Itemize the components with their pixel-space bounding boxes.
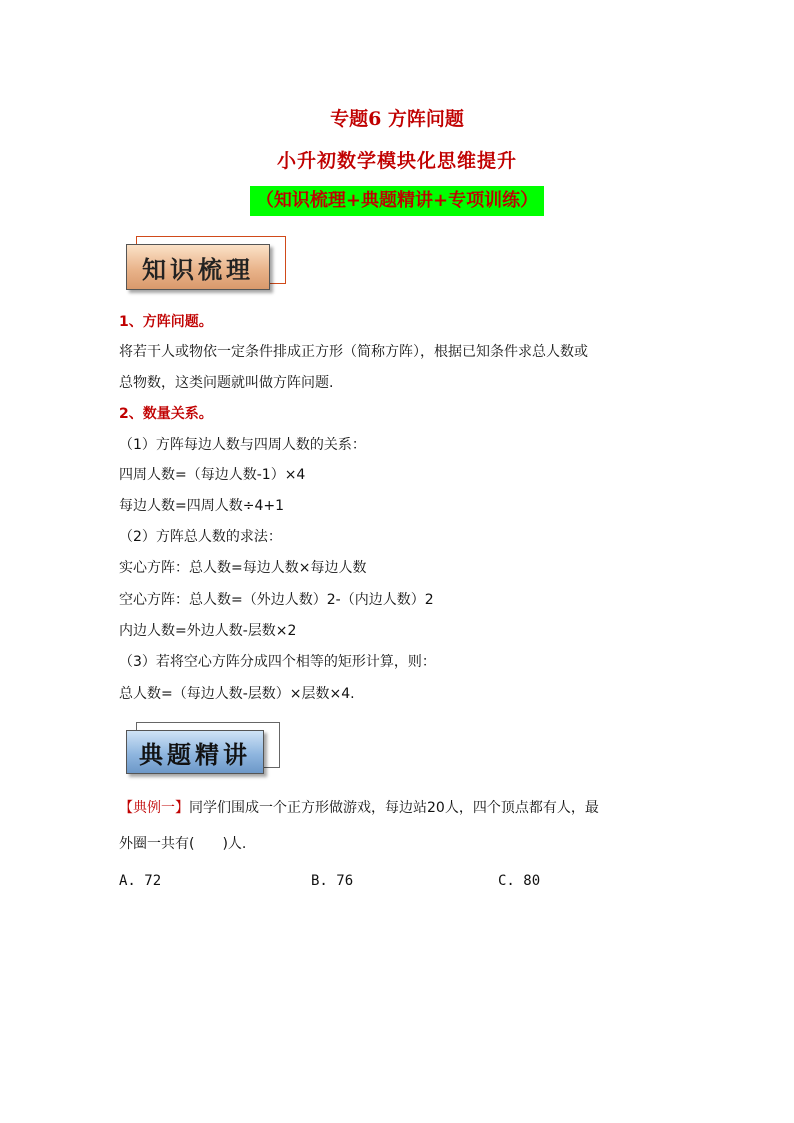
- option-c: C. 80: [498, 873, 541, 889]
- doc-title: 专题6 方阵问题: [330, 108, 464, 130]
- subsection-3: （3）若将空心方阵分成四个相等的矩形计算，则：: [119, 654, 436, 670]
- formula-line: 四周人数=（每边人数-1）×4: [119, 467, 306, 483]
- banner-knowledge-label: 知识梳理: [126, 244, 270, 290]
- section-heading-1: 1、方阵问题。: [119, 314, 213, 330]
- formula-line: 内边人数=外边人数-层数×2: [119, 623, 297, 639]
- example-text: 同学们围成一个正方形做游戏，每边站20人，四个顶点都有人，最: [189, 800, 599, 816]
- paragraph-line: 总物数，这类问题就叫做方阵问题.: [119, 375, 334, 391]
- formula-line: 总人数=（每边人数-层数）×层数×4.: [119, 686, 355, 702]
- doc-subtitle-highlight-wrap: [0, 186, 794, 216]
- example-tag: 【典例一】: [119, 800, 189, 816]
- banner-examples-label: 典题精讲: [126, 730, 264, 774]
- subsection-2: （2）方阵总人数的求法：: [119, 529, 282, 545]
- formula-line: 空心方阵：总人数=（外边人数）2-（内边人数）2: [119, 592, 434, 608]
- section-heading-2: 2、数量关系。: [119, 406, 213, 422]
- paragraph-line: 将若干人或物依一定条件排成正方形（简称方阵），根据已知条件求总人数或: [119, 344, 588, 360]
- doc-subtitle-highlight: （知识梳理+典题精讲+专项训练）: [250, 186, 544, 216]
- subsection-1: （1）方阵每边人数与四周人数的关系：: [119, 437, 366, 453]
- doc-subtitle: 小升初数学模块化思维提升: [276, 150, 517, 172]
- option-b: B. 76: [311, 873, 354, 889]
- example-question-line: 外圈一共有( )人.: [119, 836, 247, 852]
- option-a: A. 72: [119, 873, 162, 889]
- formula-line: 每边人数=四周人数÷4+1: [119, 498, 285, 514]
- formula-line: 实心方阵：总人数=每边人数×每边人数: [119, 560, 367, 576]
- example-question-line: [119, 798, 599, 818]
